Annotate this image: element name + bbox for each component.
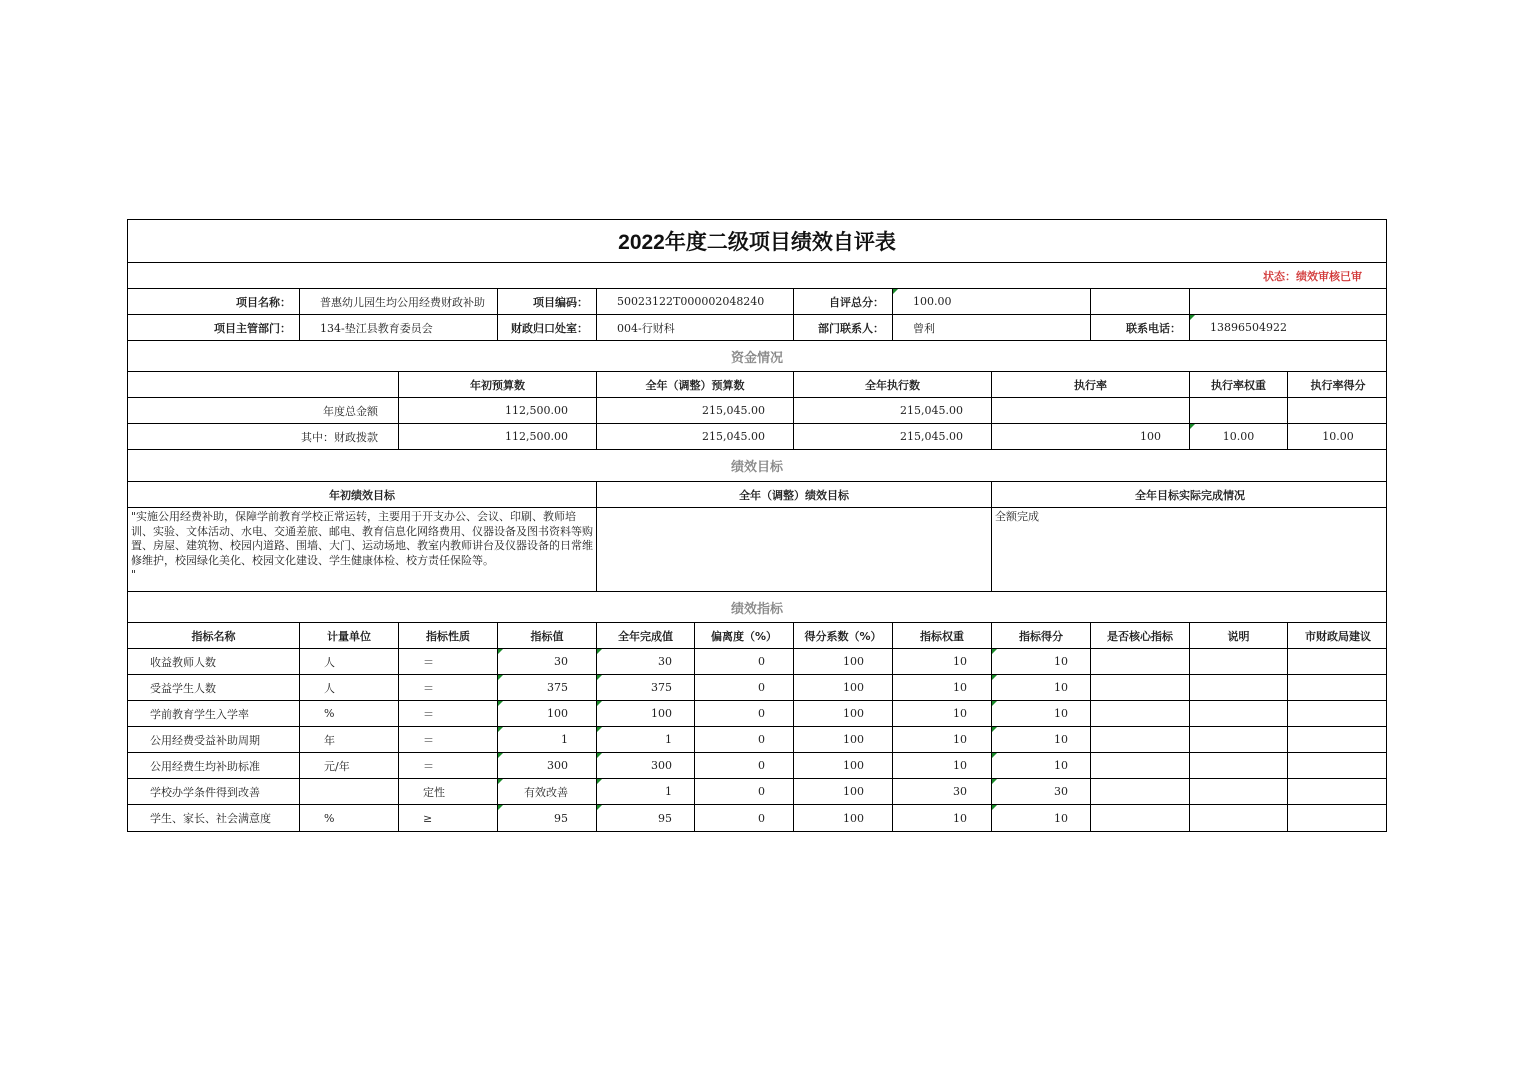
indicator-score[interactable]: 30 (992, 779, 1091, 804)
indicator-weight[interactable]: 30 (893, 779, 992, 804)
indicator-core[interactable] (1091, 649, 1190, 674)
indicator-deviation[interactable]: 0 (695, 649, 794, 674)
indicator-coefficient[interactable]: 100 (794, 649, 893, 674)
indicator-row (128, 727, 1386, 753)
indicator-target[interactable]: 1 (498, 727, 597, 752)
indicator-coefficient[interactable]: 100 (794, 727, 893, 752)
indicator-weight[interactable]: 10 (893, 805, 992, 831)
indicator-row (128, 675, 1386, 701)
indicator-weight[interactable]: 10 (893, 675, 992, 700)
funds-executed[interactable]: 215,045.00 (794, 398, 992, 423)
status-text: 状态：绩效审核已审 (128, 263, 1386, 289)
indicator-nature[interactable]: 定性 (399, 779, 498, 804)
indicator-note[interactable] (1190, 779, 1288, 804)
col-initial-budget: 年初预算数 (399, 372, 597, 397)
funds-weight[interactable]: 10.00 (1190, 424, 1288, 449)
col-indicator-name: 指标名称 (128, 623, 300, 648)
indicator-weight[interactable]: 10 (893, 649, 992, 674)
col-core: 是否核心指标 (1091, 623, 1190, 648)
funds-initial[interactable]: 112,500.00 (399, 398, 597, 423)
col-adjusted-budget: 全年（调整）预算数 (597, 372, 794, 397)
indicator-nature[interactable]: ＝ (399, 753, 498, 778)
indicator-note[interactable] (1190, 727, 1288, 752)
indicator-unit[interactable]: 人 (300, 649, 399, 674)
info-row-1 (128, 289, 1386, 315)
indicator-target[interactable]: 30 (498, 649, 597, 674)
indicator-note[interactable] (1190, 649, 1288, 674)
col-initial-goal: 年初绩效目标 (128, 482, 597, 507)
funds-row-label: 其中：财政拨款 (128, 424, 399, 449)
indicator-note[interactable] (1190, 675, 1288, 700)
empty-cell (128, 372, 399, 397)
col-weight: 指标权重 (893, 623, 992, 648)
goals-content-row (128, 508, 1386, 592)
indicator-score[interactable]: 10 (992, 675, 1091, 700)
phone-label: 联系电话： (1091, 315, 1190, 340)
col-score: 指标得分 (992, 623, 1091, 648)
indicators-header-row (128, 623, 1386, 649)
indicator-completed[interactable]: 100 (597, 701, 695, 726)
section-funds: 资金情况 (128, 341, 1386, 372)
col-coefficient: 得分系数（%） (794, 623, 893, 648)
col-actual-completion: 全年目标实际完成情况 (1135, 488, 1245, 502)
phone-value[interactable]: 13896504922 (1190, 315, 1388, 340)
col-nature: 指标性质 (399, 623, 498, 648)
indicator-nature[interactable]: ≥ (399, 805, 498, 831)
indicator-core[interactable] (1091, 675, 1190, 700)
indicator-unit[interactable]: 人 (300, 675, 399, 700)
adjusted-goal-text[interactable] (597, 508, 992, 591)
indicator-bureau-advice[interactable] (1288, 753, 1388, 778)
sheet-title: 2022年度二级项目绩效自评表 (128, 220, 1386, 263)
funds-adjusted[interactable]: 215,045.00 (597, 398, 794, 423)
indicator-row (128, 753, 1386, 779)
project-code-label: 项目编码： (498, 289, 597, 314)
funds-row (128, 398, 1386, 424)
funds-row (128, 424, 1386, 450)
indicator-note[interactable] (1190, 805, 1288, 831)
indicator-nature[interactable]: ＝ (399, 727, 498, 752)
col-rate-weight: 执行率权重 (1190, 372, 1288, 397)
indicator-score[interactable]: 10 (992, 649, 1091, 674)
initial-goal-text[interactable]: "实施公用经费补助，保障学前教育学校正常运转，主要用于开支办公、会议、印刷、教师培训、实验、文体活动、水电、交通差旅、邮电、教育信息化网络费用、仪器设备及图书资料等购置、房屋、建筑物、校园内道路、围墙、大门、运动场地、教室内教师讲台及仪器设备的日常维修维护，校园绿化美化、校园文化建设、学生健康体检、校方责任保险等。 " (128, 508, 597, 591)
project-code-value[interactable]: 50023122T000002048240 (597, 289, 794, 314)
col-exec-rate: 执行率 (992, 372, 1190, 397)
performance-self-evaluation-sheet (127, 219, 1387, 832)
indicator-coefficient[interactable]: 100 (794, 779, 893, 804)
indicator-bureau-advice[interactable] (1288, 805, 1388, 831)
indicator-core[interactable] (1091, 701, 1190, 726)
indicator-deviation[interactable]: 0 (695, 675, 794, 700)
indicator-completed[interactable]: 1 (597, 779, 695, 804)
indicator-bureau-advice[interactable] (1288, 701, 1388, 726)
goals-header-row (128, 482, 1386, 508)
indicator-weight[interactable]: 10 (893, 701, 992, 726)
indicator-target[interactable]: 95 (498, 805, 597, 831)
indicator-note[interactable] (1190, 701, 1288, 726)
funds-row-label: 年度总金额 (128, 398, 399, 423)
section-goals: 绩效目标 (128, 450, 1386, 482)
project-name-value[interactable]: 普惠幼儿园生均公用经费财政补助 (300, 289, 498, 314)
indicator-unit[interactable]: % (300, 701, 399, 726)
indicator-unit[interactable]: 元/年 (300, 753, 399, 778)
funds-executed[interactable]: 215,045.00 (794, 424, 992, 449)
indicator-target[interactable]: 100 (498, 701, 597, 726)
indicator-unit[interactable] (300, 779, 399, 804)
col-target: 指标值 (498, 623, 597, 648)
dept-label: 项目主管部门： (128, 315, 300, 340)
funds-header-row (128, 372, 1386, 398)
indicator-completed[interactable]: 375 (597, 675, 695, 700)
indicator-row (128, 805, 1386, 831)
self-score-value[interactable]: 100.00 (893, 289, 1091, 314)
indicator-nature[interactable]: ＝ (399, 701, 498, 726)
funds-weight[interactable] (1190, 398, 1288, 423)
indicator-score[interactable]: 10 (992, 805, 1091, 831)
indicator-completed[interactable]: 30 (597, 649, 695, 674)
indicator-target[interactable]: 有效改善 (498, 779, 597, 804)
col-bureau-advice: 市财政局建议 (1305, 629, 1371, 643)
col-adjusted-goal: 全年（调整）绩效目标 (597, 482, 992, 507)
indicator-core[interactable] (1091, 753, 1190, 778)
section-indicators: 绩效指标 (128, 592, 1386, 623)
indicator-name[interactable]: 公用经费受益补助周期 (128, 727, 300, 752)
col-deviation: 偏离度（%） (695, 623, 794, 648)
indicator-completed[interactable]: 1 (597, 727, 695, 752)
indicator-coefficient[interactable]: 100 (794, 805, 893, 831)
indicator-score[interactable]: 10 (992, 701, 1091, 726)
actual-completion-text[interactable]: 全额完成 (995, 510, 1039, 523)
info-row-2 (128, 315, 1386, 341)
col-completed: 全年完成值 (597, 623, 695, 648)
indicator-core[interactable] (1091, 779, 1190, 804)
indicator-coefficient[interactable]: 100 (794, 753, 893, 778)
indicator-coefficient[interactable]: 100 (794, 701, 893, 726)
indicator-unit[interactable]: % (300, 805, 399, 831)
empty-cell[interactable] (1091, 289, 1190, 314)
indicator-name[interactable]: 学校办学条件得到改善 (128, 779, 300, 804)
indicator-weight[interactable]: 10 (893, 727, 992, 752)
indicator-coefficient[interactable]: 100 (794, 675, 893, 700)
indicator-nature[interactable]: ＝ (399, 675, 498, 700)
indicator-score[interactable]: 10 (992, 727, 1091, 752)
contact-label: 部门联系人： (794, 315, 893, 340)
indicator-deviation[interactable]: 0 (695, 753, 794, 778)
indicator-bureau-advice[interactable] (1288, 727, 1388, 752)
col-executed: 全年执行数 (794, 372, 992, 397)
indicator-deviation[interactable]: 0 (695, 727, 794, 752)
indicator-target[interactable]: 375 (498, 675, 597, 700)
funds-rate[interactable] (992, 398, 1190, 423)
indicator-score[interactable]: 10 (992, 753, 1091, 778)
indicator-bureau-advice[interactable] (1288, 779, 1388, 804)
indicator-name[interactable]: 收益教师人数 (128, 649, 300, 674)
indicator-name[interactable]: 学前教育学生入学率 (128, 701, 300, 726)
project-name-label: 项目名称： (128, 289, 300, 314)
indicator-name[interactable]: 公用经费生均补助标准 (128, 753, 300, 778)
finance-office-label: 财政归口处室： (498, 315, 597, 340)
funds-initial[interactable]: 112,500.00 (399, 424, 597, 449)
indicator-core[interactable] (1091, 805, 1190, 831)
indicator-bureau-advice[interactable] (1288, 675, 1388, 700)
indicator-nature[interactable]: ＝ (399, 649, 498, 674)
indicator-completed[interactable]: 95 (597, 805, 695, 831)
indicator-note[interactable] (1190, 753, 1288, 778)
contact-value[interactable]: 曾利 (893, 315, 1091, 340)
dept-value[interactable]: 134-垫江县教育委员会 (300, 315, 498, 340)
indicator-unit[interactable]: 年 (300, 727, 399, 752)
indicator-weight[interactable]: 10 (893, 753, 992, 778)
empty-cell[interactable] (1190, 289, 1388, 314)
indicator-deviation[interactable]: 0 (695, 805, 794, 831)
indicator-row (128, 779, 1386, 805)
col-rate-score: 执行率得分 (1310, 378, 1366, 392)
indicator-row (128, 701, 1386, 727)
indicator-row (128, 649, 1386, 675)
funds-score[interactable] (1288, 398, 1388, 423)
indicator-completed[interactable]: 300 (597, 753, 695, 778)
funds-adjusted[interactable]: 215,045.00 (597, 424, 794, 449)
indicator-bureau-advice[interactable] (1288, 649, 1388, 674)
indicator-name[interactable]: 学生、家长、社会满意度 (128, 805, 300, 831)
indicator-target[interactable]: 300 (498, 753, 597, 778)
indicator-name[interactable]: 受益学生人数 (128, 675, 300, 700)
indicator-deviation[interactable]: 0 (695, 701, 794, 726)
indicator-core[interactable] (1091, 727, 1190, 752)
col-note: 说明 (1190, 623, 1288, 648)
finance-office-value[interactable]: 004-行财科 (597, 315, 794, 340)
col-unit: 计量单位 (300, 623, 399, 648)
funds-rate[interactable]: 100 (992, 424, 1190, 449)
indicator-deviation[interactable]: 0 (695, 779, 794, 804)
funds-score[interactable]: 10.00 (1322, 430, 1354, 443)
self-score-label: 自评总分： (794, 289, 893, 314)
